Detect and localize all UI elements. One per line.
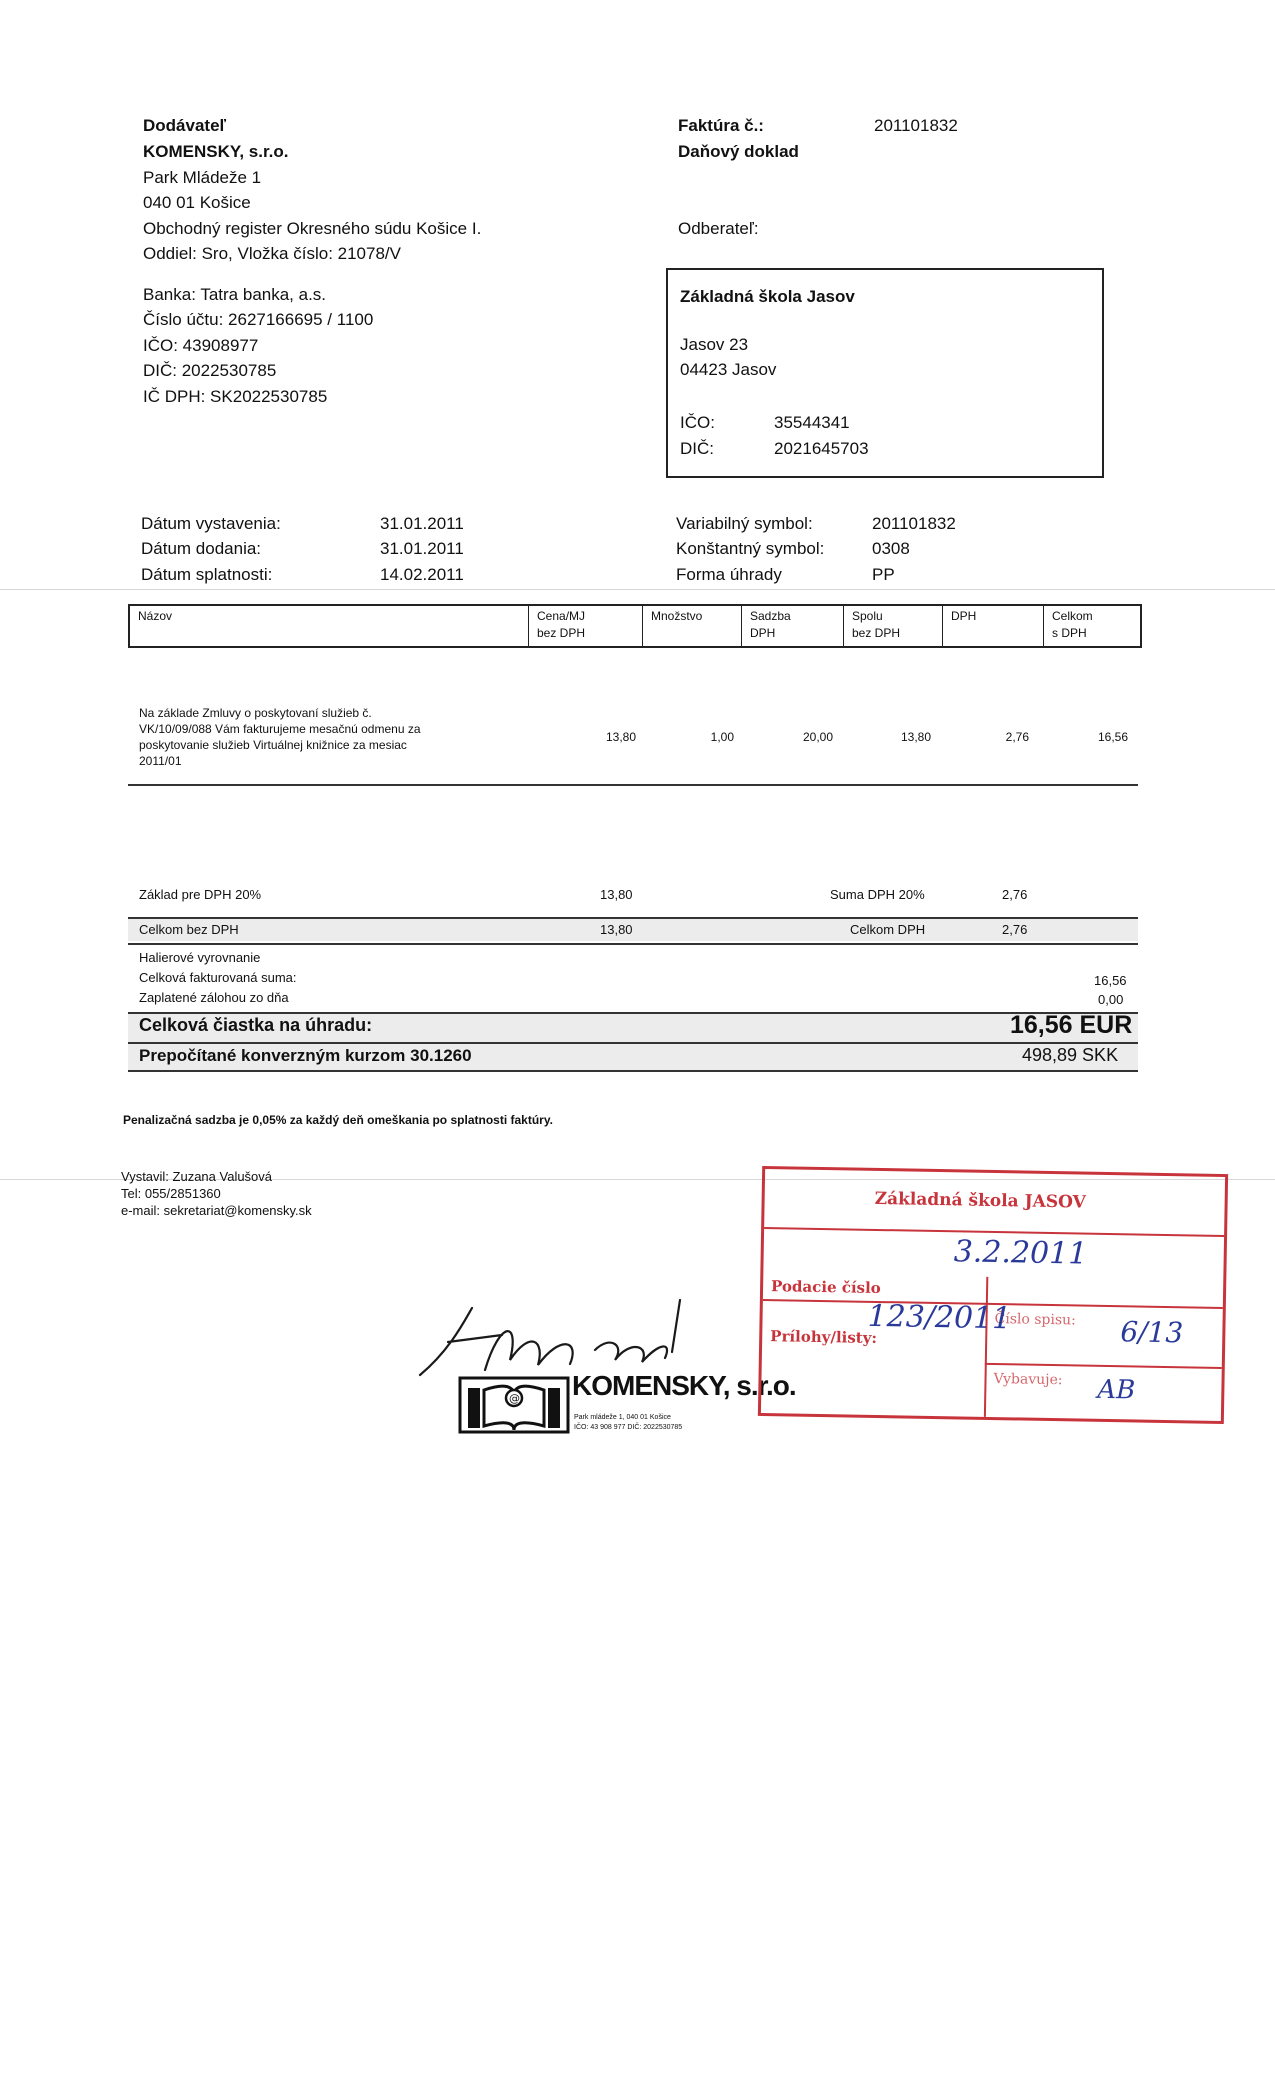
- issue-date-label: Dátum vystavenia:: [141, 514, 281, 533]
- supplier-street: Park Mládeže 1: [143, 168, 262, 187]
- issued-by: Vystavil: Zuzana Valušová: [121, 1169, 273, 1184]
- item-price: 13,80: [605, 730, 636, 744]
- stamp-divider: [985, 1363, 1222, 1369]
- stamp-podacie-label: Podacie číslo: [770, 1277, 881, 1298]
- supplier-dic: DIČ: 2022530785: [143, 361, 277, 380]
- stamp-date: 3.2.2011: [953, 1234, 1088, 1272]
- separator: [128, 1070, 1138, 1072]
- column-header-vat: DPH: [942, 606, 1043, 646]
- item-gross: 16,56: [1097, 730, 1128, 744]
- customer-ico: 35544341: [774, 413, 850, 432]
- invoiced-sum-label: Celková fakturovaná suma:: [139, 970, 297, 985]
- column-header-gross: Celkom s DPH: [1043, 606, 1140, 646]
- company-logo: [458, 1370, 796, 1450]
- supplier-heading: Dodávateľ: [143, 116, 227, 135]
- customer-street: Jasov 23: [680, 335, 749, 354]
- contact-phone: Tel: 055/2851360: [121, 1186, 221, 1201]
- item-total: 13,80: [900, 730, 931, 744]
- vat-base-label: Základ pre DPH 20%: [139, 887, 262, 902]
- amount-due-label: Celková čiastka na úhradu:: [139, 1015, 373, 1035]
- svg-text:@: @: [509, 1392, 520, 1405]
- tax-document-label: Daňový doklad: [678, 142, 799, 161]
- fold-line: [0, 589, 1275, 590]
- invoice-number-label: Faktúra č.:: [678, 116, 764, 135]
- item-rate: 20,00: [802, 730, 833, 744]
- amount-due: 16,56 EUR: [1010, 1011, 1133, 1039]
- customer-city: 04423 Jasov: [680, 360, 777, 379]
- item-qty: 1,00: [710, 730, 734, 744]
- stamp-cislo-label: Číslo spisu:: [994, 1311, 1076, 1329]
- stamp-prilohy-label: Prílohy/listy:: [770, 1327, 878, 1347]
- supplier-register: Obchodný register Okresného súdu Košice I.: [143, 219, 482, 238]
- separator: [128, 943, 1138, 945]
- net-total-bar: [128, 917, 1138, 941]
- column-header-price: Cena/MJ bez DPH: [528, 606, 642, 646]
- table-row-description: Na základe Zmluvy o poskytovaní služieb č. VK/10/09/088 Vám fakturujeme mesačnú odmenu za poskytovanie služieb Virtuálnej knižnice za mesiac 2011/01: [139, 706, 421, 768]
- vat-sum-label: Suma DPH 20%: [830, 887, 925, 902]
- supplier-bank: Banka: Tatra banka, a.s.: [143, 285, 327, 304]
- delivery-date-label: Dátum dodania:: [141, 539, 262, 558]
- stamp-number: 123/2011: [867, 1298, 1012, 1337]
- column-header-name: Názov: [138, 609, 173, 623]
- column-header-total: Spolu bez DPH: [843, 606, 942, 646]
- net-total-label: Celkom bez DPH: [139, 922, 239, 937]
- stamp-school-name: Základná škola JASOV: [874, 1188, 1086, 1213]
- book-at-logo-icon: [458, 1376, 570, 1434]
- net-total: 13,80: [600, 922, 633, 937]
- separator: [128, 1012, 1138, 1014]
- customer-dic-label: DIČ:: [680, 439, 714, 458]
- vat-sum: 2,76: [1002, 887, 1028, 902]
- advance-amount: 0,00: [1098, 992, 1124, 1007]
- stamp-divider: [984, 1277, 988, 1417]
- vat-total-label: Celkom DPH: [850, 922, 926, 937]
- row-separator: [128, 784, 1138, 786]
- contact-email: e-mail: sekretariat@komensky.sk: [121, 1203, 312, 1218]
- supplier-account: Číslo účtu: 2627166695 / 1100: [143, 310, 374, 329]
- constant-symbol-label: Konštantný symbol:: [676, 539, 825, 558]
- issue-date: 31.01.2011: [380, 514, 464, 533]
- payment-method-label: Forma úhrady: [676, 565, 782, 584]
- supplier-name: KOMENSKY, s.r.o.: [143, 142, 289, 161]
- logo-address: Park mládeže 1, 040 01 Košice: [574, 1414, 671, 1421]
- stamp-initials: AB: [1097, 1374, 1136, 1406]
- supplier-ico: IČO: 43908977: [143, 336, 259, 355]
- separator: [128, 917, 1138, 919]
- column-header-qty: Množstvo: [642, 606, 741, 646]
- customer-dic: 2021645703: [774, 439, 869, 458]
- supplier-section: Oddiel: Sro, Vložka číslo: 21078/V: [143, 244, 401, 263]
- items-table-header: [128, 604, 1142, 648]
- constant-symbol: 0308: [872, 539, 910, 558]
- invoice-number: 201101832: [874, 116, 958, 135]
- variable-symbol-label: Variabilný symbol:: [676, 514, 813, 533]
- customer-ico-label: IČO:: [680, 413, 715, 432]
- column-header-rate: Sadzba DPH: [741, 606, 843, 646]
- customer-name: Základná škola Jasov: [680, 287, 855, 306]
- item-vat: 2,76: [1005, 730, 1029, 744]
- due-date: 14.02.2011: [380, 565, 464, 584]
- registry-stamp: [758, 1166, 1228, 1424]
- supplier-city: 040 01 Košice: [143, 193, 251, 212]
- delivery-date: 31.01.2011: [380, 539, 464, 558]
- variable-symbol: 201101832: [872, 514, 956, 533]
- customer-box: [666, 268, 1104, 478]
- customer-heading: Odberateľ:: [678, 219, 759, 238]
- payment-method: PP: [872, 565, 895, 584]
- logo-ids: IČO: 43 908 977 DIČ: 2022530785: [574, 1424, 683, 1431]
- stamp-vybavuje-label: Vybavuje:: [993, 1371, 1063, 1389]
- rounding-label: Halierové vyrovnanie: [139, 950, 261, 965]
- conversion-amount: 498,89 SKK: [1022, 1045, 1119, 1065]
- stamp-file-number: 6/13: [1120, 1315, 1184, 1350]
- logo-company-name: KOMENSKY, s.r.o.: [572, 1370, 796, 1401]
- invoiced-sum: 16,56: [1094, 973, 1127, 988]
- vat-base: 13,80: [600, 887, 633, 902]
- vat-total: 2,76: [1002, 922, 1028, 937]
- conversion-label: Prepočítané konverzným kurzom 30.1260: [139, 1046, 472, 1065]
- advance-label: Zaplatené zálohou zo dňa: [139, 990, 289, 1005]
- penalty-note: Penalizačná sadzba je 0,05% za každý deň omeškania po splatnosti faktúry.: [123, 1113, 553, 1127]
- due-date-label: Dátum splatnosti:: [141, 565, 273, 584]
- supplier-icdph: IČ DPH: SK2022530785: [143, 387, 328, 406]
